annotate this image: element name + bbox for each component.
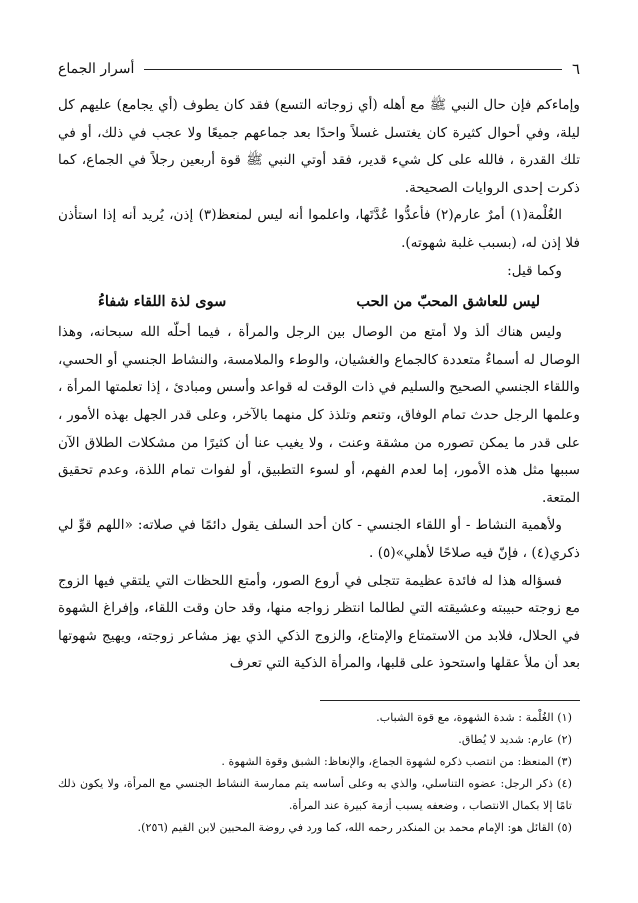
verse-first-hemistich: ليس للعاشق المحبّ من الحب — [356, 293, 540, 311]
running-title: أسرار الجماع — [58, 61, 135, 77]
paragraph-4: وليس هناك ألذ ولا أمتع من الوصال بين الرجل والمرأة ، فيما أحلّه الله سبحانه، وهذا الوصال له أسماءٌ متعددة كالجماع والغشيان، والوطء والملامسة، والنشاط الجنسي أو الحسي، واللقاء الجنسي الصحيح والسليم في ذات الوقت له قواعد وأسس ومبادئ ، إذا تعلمتها المرأة ، وعلمها الرجل حدث تمام الوفاق، وتنعم وتلذذ كل منهما بالآخر، وعلى قدر الجهل بهذه الأمور ، على قدر ما يمكن تصوره من مشقة وعنت ، ولا يغيب عنا أن كثيرًا من مشكلات الطلاق الآن سببها مثل هذه الأمور، إما لعدم الفهم، أو لسوء التطبيق، أو لفوات تمام اللذة، وعدم تحقيق المتعة. — [58, 324, 580, 506]
paragraph-1: وإماءكم فإن حال النبي ﷺ مع أهله (أي زوجاته التسع) فقد كان يطوف (أي يجامع) عليهم كل ليلة، وفي أحوال كثيرة كان يغتسل غسلاً واحدًا بعد جماعهم جميعًا ولا عجب في ذلك، أو في تلك القدرة ، فالله على كل شيء قدير، فقد أوتي النبي ﷺ قوة أربعين رجلاً في الجماع، كما ذكرت إحدى الروايات الصحيحة. — [58, 97, 580, 196]
footnote-3: (٣) المنعظ: من انتصب ذكره لشهوة الجماع، والإنعاظ: الشبق وقوة الشهوة . — [221, 754, 572, 768]
footnote-5: (٥) القائل هو: الإمام محمد بن المنكدر رحمه الله، كما ورد في روضة المحبين لابن القيم (٢٥٦). — [137, 820, 572, 834]
paragraph-3: وكما قيل: — [507, 262, 562, 279]
verse-second-hemistich: سوى لذة اللقاء شفاءُ — [98, 293, 227, 311]
page-header — [58, 58, 580, 80]
footnote-4: (٤) ذكر الرجل: عضوه التناسلي، والذي به وعلى أساسه يتم ممارسة النشاط الجنسي مع المرأة، ولا يكون ذلك تامًا إلا بكمال الانتصاب ، وضعفه يسبب أزمة كبيرة عند المرأة. — [58, 776, 572, 812]
main-text — [58, 92, 580, 678]
paragraph-6: فسؤاله هذا له فائدة عظيمة تتجلى في أروع الصور، وأمتع اللحظات التي يلتقي فيها الزوج مع زوجته حبيبته وعشيقته التي لطالما انتظر زواجه منها، وقد حان وقت اللقاء، وإفراغ الشهوة في الحلال، فلابد من الاستمتاع والإمتاع، والزوج الذكي الذي يهز مشاعر زوجته، ويهيج شهوتها بعد أن ملأ عقلها واستحوذ على قلبها، والمرأة الذكية التي تعرف — [58, 572, 580, 672]
poetry-verse — [58, 287, 580, 317]
header-rule — [144, 69, 562, 70]
footnote-1: (١) الغُلْمة : شدة الشهوة، مع قوة الشباب. — [376, 710, 572, 724]
footnotes — [58, 707, 580, 839]
footnote-separator — [320, 700, 580, 701]
paragraph-5: ولأهمية النشاط - أو اللقاء الجنسي - كان أحد السلف يقول دائمًا في صلاته: «اللهم قوِّ لي ذكري(٤) ، فإنّ فيه صلاحًا لأهلي»(٥) . — [58, 517, 580, 561]
paragraph-2: الغُلْمة(١) أمرٌ عارم(٢) فأعدُّوا عُدَّتَها، واعلموا أنه ليس لمنعظ(٣) إذن، يُريد أنه إذا استأذن فلا إذن له، (بسبب غلبة شهوته). — [58, 207, 580, 251]
footnote-2: (٢) عارم: شديد لا يُطاق. — [458, 732, 572, 746]
page-number: ٦ — [571, 60, 580, 78]
